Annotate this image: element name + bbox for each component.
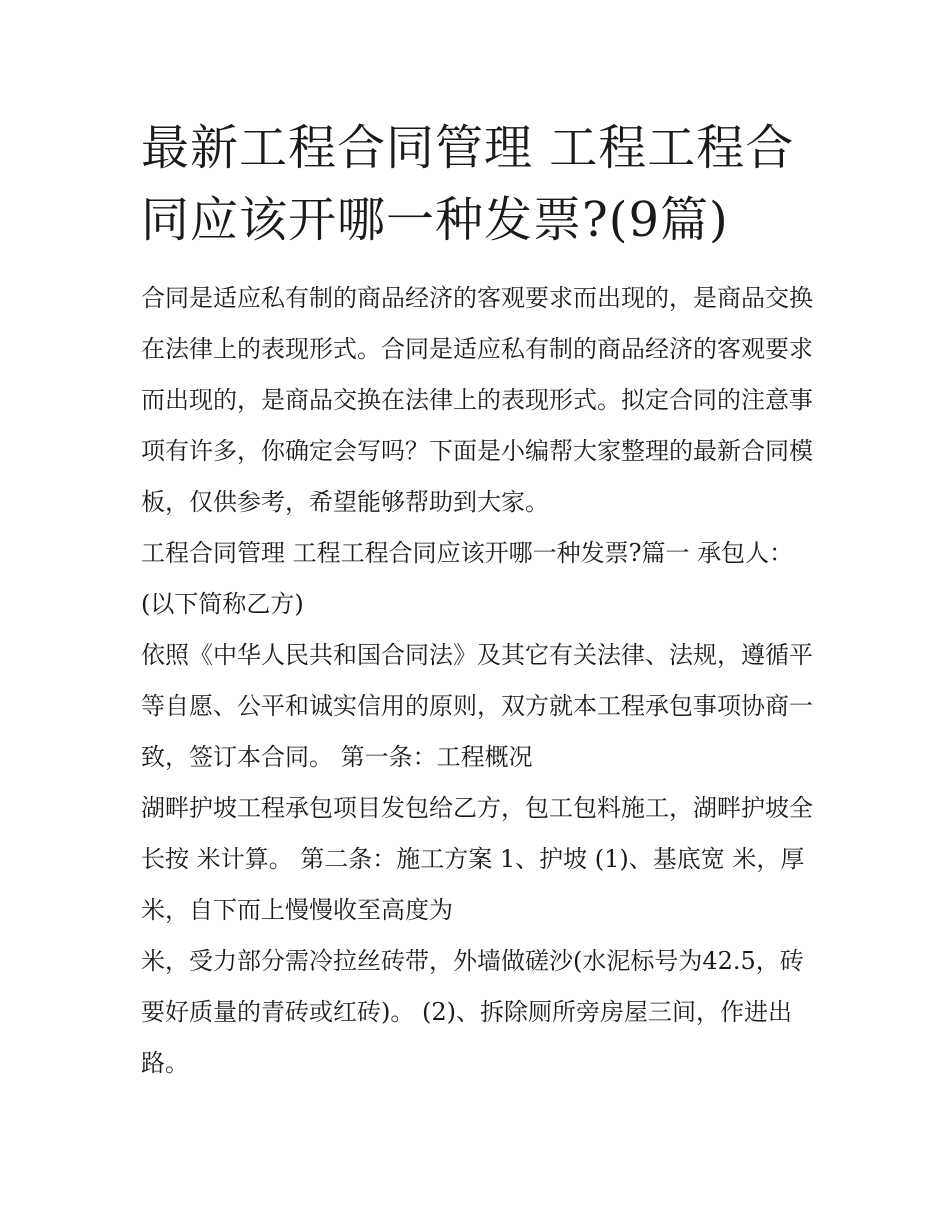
paragraph-legal-basis: 依照《中华人民共和国合同法》及其它有关法律、法规，遵循平等自愿、公平和诚实信用的原则，双方就本工程承包事项协商一致，签订本合同。 第一条：工程概况: [141, 641, 813, 771]
paragraph-construction-plan: 米，受力部分需冷拉丝砖带，外墙做磋沙(水泥标号为42.5，砖要好质量的青砖或红砖)。 (2)、拆除厕所旁房屋三间，作进出路。: [141, 947, 804, 1077]
paragraph-intro: 合同是适应私有制的商品经济的客观要求而出现的，是商品交换在法律上的表现形式。合同是适应私有制的商品经济的客观要求而出现的，是商品交换在法律上的表现形式。拟定合同的注意事项有许多，你确定会写吗？下面是小编帮大家整理的最新合同模板，仅供参考，希望能够帮助到大家。: [141, 284, 813, 516]
document-title: 最新工程合同管理 工程工程合同应该开哪一种发票?(9篇): [141, 120, 795, 248]
document-body: [141, 273, 821, 1089]
paragraph-project-overview: 湖畔护坡工程承包项目发包给乙方，包工包料施工，湖畔护坡全长按 米计算。 第二条：施工方案 1、护坡 (1)、基底宽 米，厚 米，自下而上慢慢收至高度为: [141, 794, 813, 924]
paragraph-section-heading: 工程合同管理 工程工程合同应该开哪一种发票?篇一 承包人：(以下简称乙方): [141, 539, 794, 618]
